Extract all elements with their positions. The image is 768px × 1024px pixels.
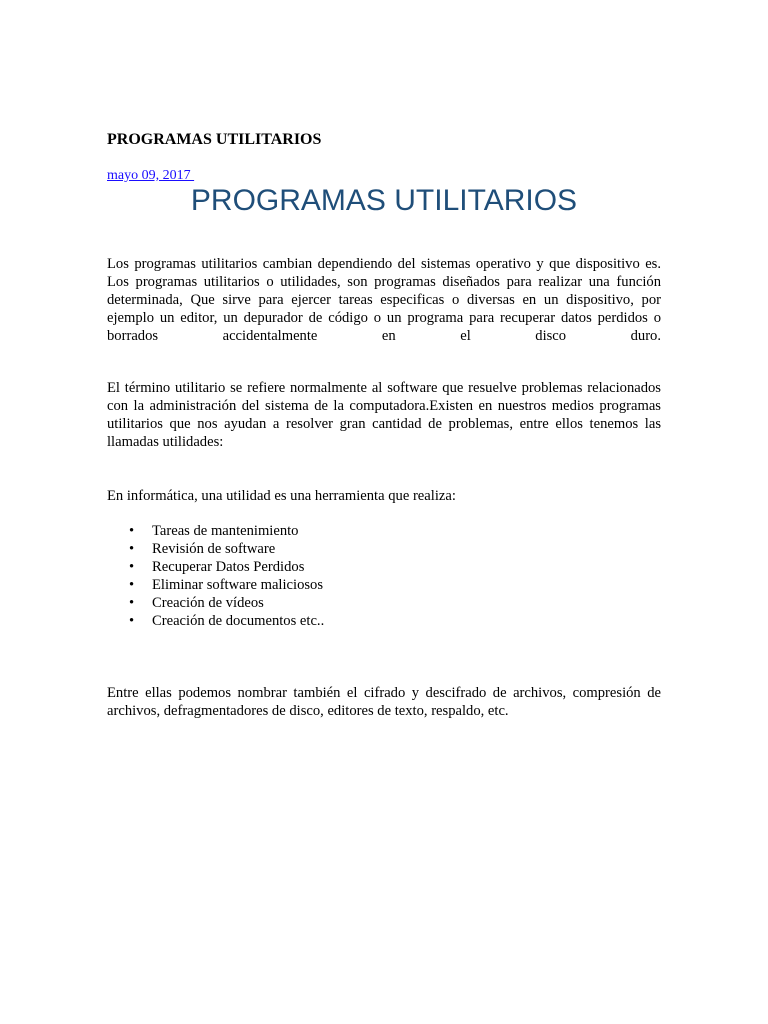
- list-item-label: Creación de documentos etc..: [152, 613, 325, 629]
- bullet-icon: •: [129, 541, 135, 557]
- list-item-label: Creación de vídeos: [152, 595, 264, 611]
- list-item: [107, 540, 324, 558]
- bullet-icon: •: [129, 559, 135, 575]
- bullet-icon: •: [129, 613, 135, 629]
- bullet-icon: •: [129, 523, 135, 539]
- definition-paragraph: El término utilitario se refiere normalmente al software que resuelve problemas relacionados con la administración del sistema de la computadora.Existen en nuestros medios programas utilitarios que nos ayudan a resolver gran cantidad de problemas, entre ellos tenemos las llamadas utilidades:: [107, 380, 661, 450]
- list-item: [107, 522, 324, 540]
- closing-paragraph: Entre ellas podemos nombrar también el cifrado y descifrado de archivos, compresión de archivos, defragmentadores de disco, editores de texto, respaldo, etc.: [107, 685, 661, 719]
- list-item: [107, 612, 324, 630]
- list-item: [107, 576, 324, 594]
- bullet-icon: •: [129, 595, 135, 611]
- document-heading: PROGRAMAS UTILITARIOS: [107, 131, 322, 148]
- post-date-link[interactable]: mayo 09, 2017: [107, 168, 195, 183]
- list-intro-paragraph: En informática, una utilidad es una herramienta que realiza:: [107, 488, 456, 504]
- utilities-list: [107, 522, 324, 630]
- bullet-icon: •: [129, 577, 135, 593]
- post-title: PROGRAMAS UTILITARIOS: [190, 184, 578, 217]
- intro-paragraph: Los programas utilitarios cambian dependiendo del sistemas operativo y que dispositivo es. Los programas utilitarios o utilidades, son programas diseñados para realizar una función determinada, Que sirve para ejercer tareas especificas o diversas en un dispositivo, por ejemplo un editor, un depurador de código o un programa para recuperar datos perdidos o borrados accidentalmente en el disco duro.: [107, 256, 661, 344]
- list-item-label: Recuperar Datos Perdidos: [152, 559, 305, 575]
- list-item: [107, 558, 324, 576]
- list-item: [107, 594, 324, 612]
- list-item-label: Eliminar software maliciosos: [152, 577, 324, 593]
- list-item-label: Revisión de software: [152, 541, 276, 557]
- list-item-label: Tareas de mantenimiento: [152, 523, 299, 539]
